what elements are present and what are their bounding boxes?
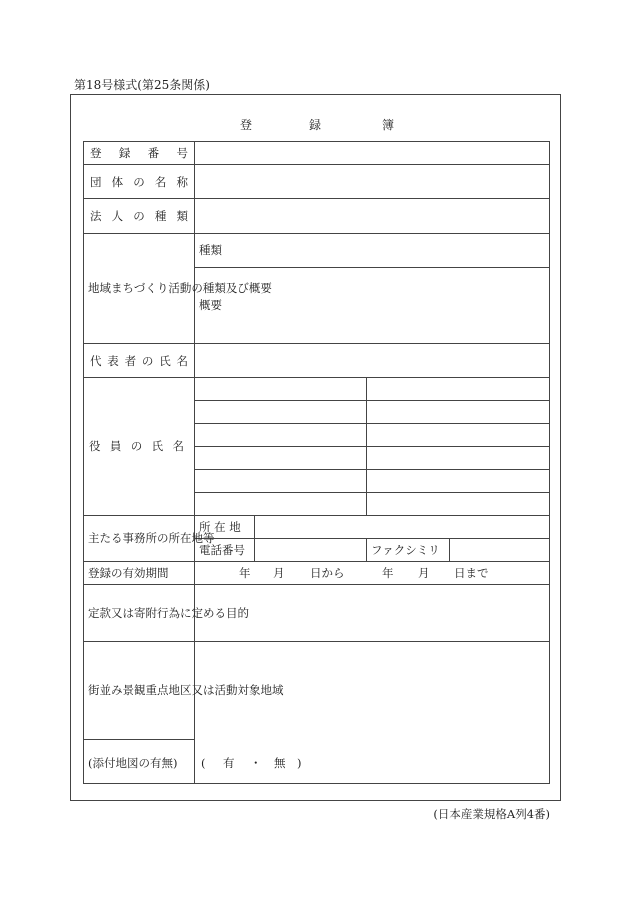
paper-size-note: (日本産業規格A列4番) bbox=[433, 807, 550, 821]
map-yes-option[interactable]: 有 bbox=[223, 756, 235, 770]
officers-label: 役 員 の 氏 名 bbox=[84, 378, 195, 516]
activity-type-field[interactable] bbox=[195, 234, 550, 268]
officer-name-field[interactable] bbox=[367, 470, 550, 493]
office-fax-label: ファクシミリ bbox=[367, 539, 450, 562]
validity-to-year: 年 bbox=[382, 566, 394, 580]
row-corporation-type bbox=[84, 199, 550, 234]
validity-from-day: 日から bbox=[310, 566, 345, 580]
officer-name-field[interactable] bbox=[195, 493, 367, 516]
row-registration-number bbox=[84, 142, 550, 165]
office-address-field[interactable] bbox=[255, 516, 550, 539]
office-fax-field[interactable] bbox=[450, 539, 550, 562]
activity-summary-label: 概要 bbox=[199, 298, 222, 312]
corporation-type-field[interactable] bbox=[195, 199, 550, 234]
title-char: 録 bbox=[309, 118, 322, 132]
row-purpose bbox=[84, 585, 550, 642]
row-representative bbox=[84, 344, 550, 378]
activity-type-label: 種類 bbox=[199, 243, 222, 257]
officer-name-field[interactable] bbox=[195, 447, 367, 470]
officer-name-field[interactable] bbox=[195, 424, 367, 447]
row-activity-type bbox=[84, 234, 550, 268]
title-char: 登 bbox=[240, 118, 253, 132]
map-attachment-label: (添付地図の有無) bbox=[84, 740, 195, 784]
validity-to-day: 日まで bbox=[454, 566, 489, 580]
validity-label: 登録の有効期間 bbox=[84, 562, 195, 585]
officer-name-field[interactable] bbox=[367, 447, 550, 470]
office-address-label: 所 在 地 bbox=[195, 516, 255, 539]
officer-name-field[interactable] bbox=[367, 424, 550, 447]
validity-field[interactable] bbox=[195, 562, 550, 585]
map-attachment-choice: ( 有 ・ 無 ) bbox=[201, 756, 302, 770]
row-area bbox=[84, 642, 550, 740]
validity-to-month: 月 bbox=[418, 566, 430, 580]
officer-name-field[interactable] bbox=[195, 378, 367, 401]
registration-number-label: 登 録 番 号 bbox=[84, 142, 195, 165]
validity-from-month: 月 bbox=[273, 566, 285, 580]
purpose-label: 定款又は寄附行為に定める目的 bbox=[84, 585, 195, 642]
officer-name-field[interactable] bbox=[367, 493, 550, 516]
office-label: 主たる事務所の所在地等 bbox=[84, 516, 195, 562]
corporation-type-label: 法 人 の 種 類 bbox=[84, 199, 195, 234]
row-officer bbox=[84, 378, 550, 401]
registration-number-field[interactable] bbox=[195, 142, 550, 165]
area-field[interactable] bbox=[195, 642, 550, 784]
registry-table bbox=[83, 141, 550, 784]
activity-summary-field[interactable] bbox=[195, 268, 550, 344]
validity-from-year: 年 bbox=[239, 566, 251, 580]
representative-field[interactable] bbox=[195, 344, 550, 378]
row-office-address bbox=[84, 516, 550, 539]
group-name-label: 団 体 の 名 称 bbox=[84, 165, 195, 199]
title-char: 簿 bbox=[382, 118, 395, 132]
map-no-option[interactable]: 無 bbox=[274, 756, 286, 770]
row-validity bbox=[84, 562, 550, 585]
office-phone-label: 電話番号 bbox=[195, 539, 255, 562]
area-label: 街並み景観重点地区又は活動対象地域 bbox=[84, 642, 195, 740]
activity-label: 地域まちづくり活動の種類及び概要 bbox=[84, 234, 195, 344]
office-phone-field[interactable] bbox=[255, 539, 367, 562]
officer-name-field[interactable] bbox=[367, 378, 550, 401]
officer-name-field[interactable] bbox=[195, 470, 367, 493]
group-name-field[interactable] bbox=[195, 165, 550, 199]
representative-label: 代 表 者 の 氏 名 bbox=[84, 344, 195, 378]
form-number: 第18号様式(第25条関係) bbox=[74, 78, 210, 92]
officer-name-field[interactable] bbox=[367, 401, 550, 424]
officer-name-field[interactable] bbox=[195, 401, 367, 424]
row-group-name bbox=[84, 165, 550, 199]
